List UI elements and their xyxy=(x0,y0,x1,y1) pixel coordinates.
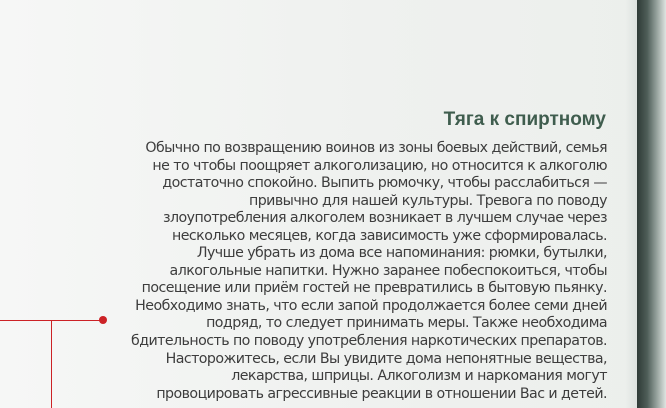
body-line: привычно для нашей культуры. Тревога по поводу xyxy=(249,192,607,209)
body-line: Обычно по возвращению воинов из зоны боевых действий, семья xyxy=(145,140,607,156)
red-connector-vertical xyxy=(51,320,52,408)
section-body xyxy=(116,140,607,403)
body-line: лекарства, шприцы. Алкоголизм и наркомания могут xyxy=(231,368,607,385)
page-edge-strip xyxy=(637,0,666,408)
body-line: провоцировать агрессивные реакции в отношении Вас и детей. xyxy=(156,385,607,402)
body-line: бдительность по поводу употребления наркотических препаратов. xyxy=(131,333,607,350)
body-line: посещение или приём гостей не превратились в бытовую пьянку. xyxy=(141,280,607,297)
body-line: достаточно спокойно. Выпить рюмочку, чтобы расслабиться — xyxy=(162,175,607,192)
body-line: злоупотребления алкоголем возникает в лучшем случае через xyxy=(163,210,607,227)
body-line: алкогольные напитки. Нужно заранее побеспокоиться, чтобы xyxy=(169,262,607,279)
body-line: не то чтобы поощряет алкоголизацию, но относится к алкоголю xyxy=(152,157,607,174)
red-connector-dot xyxy=(99,316,107,324)
edge-shadow xyxy=(625,0,637,408)
body-line: Необходимо знать, что если запой продолжается более семи дней xyxy=(135,297,607,314)
section-title: Тяга к спиртному xyxy=(443,109,606,130)
body-line: несколько месяцев, когда зависимость уже сформировалась. xyxy=(172,227,607,244)
red-connector-horizontal xyxy=(0,320,104,321)
body-line: Лучше убрать из дома все напоминания: рюмки, бутылки, xyxy=(196,245,607,262)
body-line: подряд, то следует принимать меры. Также необходима xyxy=(206,315,607,332)
body-line: Насторожитесь, если Вы увидите дома непонятные вещества, xyxy=(165,350,607,367)
